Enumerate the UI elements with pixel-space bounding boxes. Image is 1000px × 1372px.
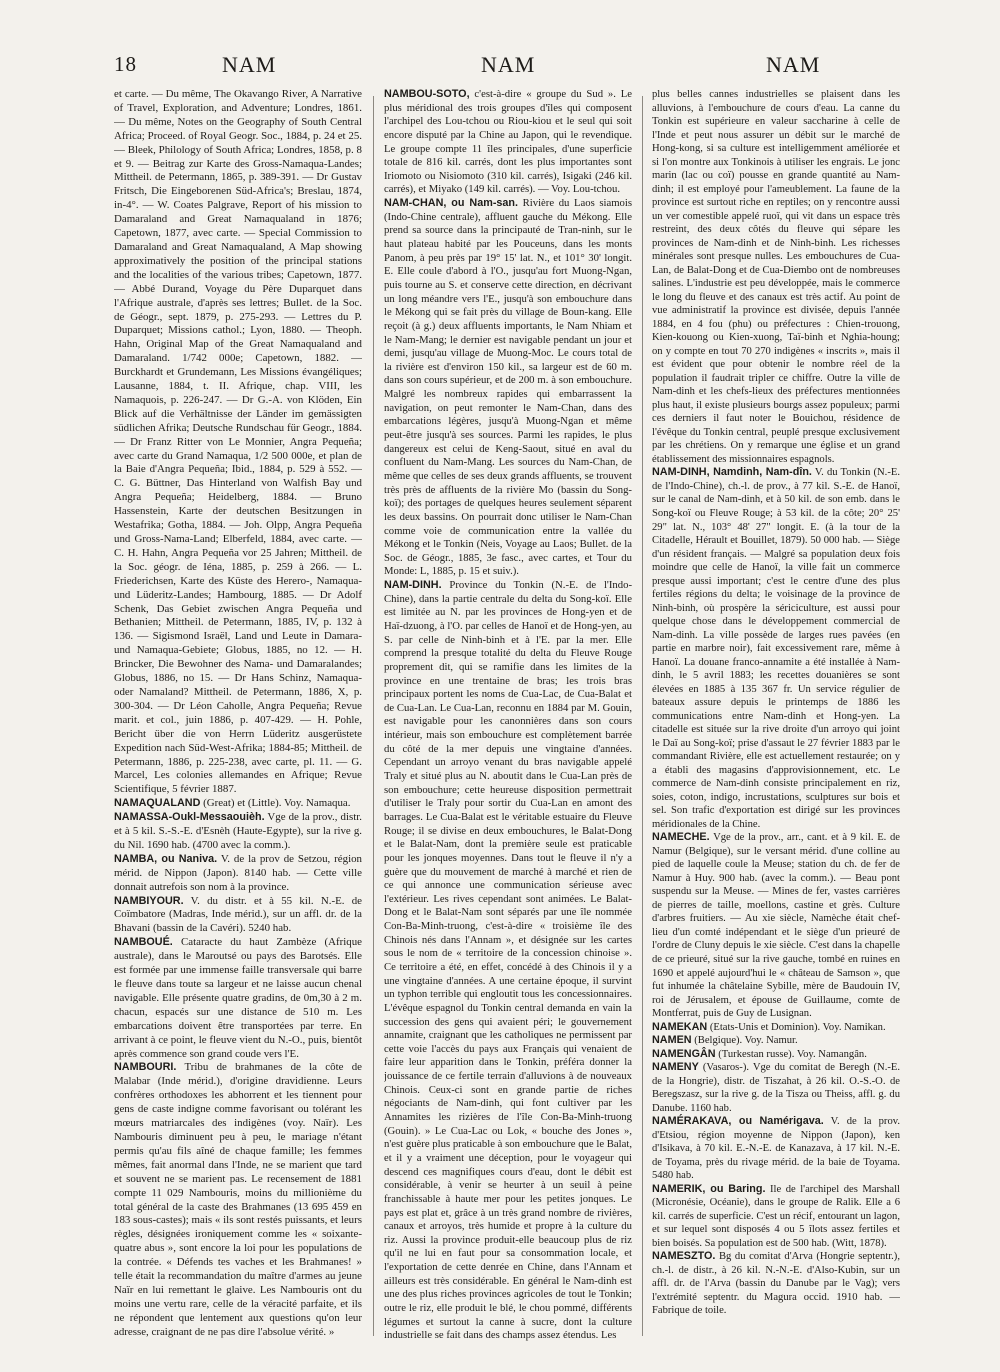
entry-headword: NAMERIK, ou Baring.	[652, 1182, 766, 1195]
dictionary-entry	[114, 895, 362, 937]
dictionary-entry	[652, 831, 900, 1020]
dictionary-entry	[652, 1021, 900, 1035]
page-header	[0, 44, 1000, 84]
running-headword-center: NAM	[481, 52, 536, 77]
entry-text: V. de la prov. d'Etsiou, région moyenne de Nippon (Japon), ken d'Isikava, à 70 kil. E.-N.-E. de Kanazava, à 17 kil. N.-E. de Toyama, près du rivage mérid. de la baie de Toyama. 5480 hab.	[652, 1116, 900, 1182]
entry-headword: NAMENY	[652, 1061, 699, 1074]
entry-headword: NAMBIYOUR.	[114, 894, 184, 907]
dictionary-entry	[652, 1034, 900, 1048]
entry-headword: NAMAQUALAND	[114, 797, 201, 810]
entry-headword: NAMBOU-SOTO,	[384, 88, 470, 100]
entry-text: (Turkestan russe). Voy. Namangân.	[718, 1048, 867, 1060]
entry-headword: NAMBOURI.	[114, 1061, 177, 1074]
entry-text: Province du Tonkin (N.-E. de l'Indo-Chine), dans la partie centrale du delta du Song-koï. Elle est limitée au N. par les provinces de Hong-yen et de Haï-dzuong, à l'O. par celles de Hanoï et de Hong-yen, au S. par celle de Ninh-binh et à l'E. par la mer. Elle comprend la presque totalité du delta du Fleuve Rouge proprement dit, qui se ramifie dans les limites de la province en une trentaine de bras; les trois bras principaux portent les noms de Cua-Lac, de Cua-Balat et de Cua-Lan. Le Cua-Lan, reconnu en 1884 par M. Gouin, est navigable pour les canonnières dans son cours intérieur, mais son embouchure est complètement barrée du côté de la mer depuis une vingtaine d'années. Cependant un arroyo venant du bras navigable appelé Traly et situé plus au N. aboutit dans le Cua-Lan près de son embouchure; cette heureuse disposition permettrait d'utiliser le Traly pour sortir du Cua-Lan en amont des barrages. Le Cua-Balat est le véritable estuaire du Fleuve Rouge; il se divise en deux embouchures, le Balat-Dong et le Balat-Nam, dont la première seule est praticable pour les jonques moyennes. Dans tout le fleuve il n'y a guère que du mouvement de marché à marché et rien de ce qui annonce une communication sérieuse avec l'extérieur. Les rives cependant sont animées. Le Balat-Dong et le Balat-Nam sont séparés par une île nommée Con-Ba-Minh-truong, c'est-à-dire « troisième île des Chinois nés dans l'Annam », et désignée sur les cartes sous le nom de « territoire de la concession chinoise ». Ce territoire a été, en effet, concédé à des Chinois il y a une vingtaine d'années. A une certaine époque, il survint un typhon terrible qui engloutit tous les concessionnaires. L'évêque espagnol du Tonkin central demanda en vain la succession des gens qui avaient péri; le gouvernement annamite, craignant que les catholiques ne permissent par cette voie l'accès du pays aux Français qui venaient de faire leur apparition dans le Tonkin, préféra donner la jouissance de ce fertile terrain d'alluvions à de nouveaux Chinois. Ceux-ci sont en grande partie de riches négociants de Nam-dinh, qui font cultiver par les Annamites les rizières de l'île Con-Ba-Minh-truong (Gouin). » Le Cua-Lac ou Lok, « bouche des Jones », n'est guère plus praticable à son embouchure que le Balat, et il y a vraiment une déception, pour le voyageur qui descend ces magnifiques cours d'eau, dont le débit est considérable, à venir se heurter à un seuil à peine franchissable à haute mer pour les petites jonques. Le pays est plat et, grâce à un très grand nombre de rivières, canaux et arroyos, très humide et propre à la culture du riz. Aussi la province produit-elle beaucoup plus de riz qu'il ne lui en faut pour sa consommation locale, et l'exportation de cette denrée en Chine, dans l'Annam et ailleurs est très considérable. En général le Nam-dinh est une des plus riches provinces agricoles de tout le Tonkin; outre le riz, elle produit le blé, le chou pommé, différents légumes et surtout la canne à sucre, dont la culture industrielle se fait dans des champs assez étendus. Les	[384, 579, 632, 1342]
column-divider	[373, 96, 374, 1336]
entry-text: (Etats-Unis et Dominion). Voy. Namikan.	[709, 1021, 886, 1033]
entry-headword: NAM-DINH, Namdinh, Nam-dîn.	[652, 466, 812, 479]
dictionary-entry	[114, 88, 362, 797]
dictionary-entry	[114, 811, 362, 853]
entry-text: Ile de l'archipel des Marshall (Micronésie, Océanie), dans le groupe de Ralik. Elle a 6 kil. carrés de superficie. C'est un récif, entourant un lagon, et sur lequel sont disposés 4 ou 5 îlots assez fertiles et bien boisés. Sa population est de 500 hab. (Witt, 1878).	[652, 1183, 900, 1249]
dictionary-entry	[384, 197, 632, 579]
entry-headword: NAM-CHAN, ou Nam-san.	[384, 197, 519, 210]
entry-text: V. de la prov de Setzou, région mérid. de Nippon (Japon). 8140 hab. — Cette ville donnait autrefois son nom à la province.	[114, 852, 362, 893]
dictionary-entry	[384, 88, 632, 197]
entry-text: Tribu de brahmanes de la côte de Malabar (Inde mérid.), d'origine dravidienne. Leurs confrères orthodoxes les abhorrent et les tiennent pour gens de caste indigne comme favorisant ou tolérant les mœurs matriarcales des indigènes (voy. Naïr). Les Nambouris diminuent peu à peu, le mariage n'étant permis qu'au fils aîné de chaque famille; les femmes mêmes, fait anormal dans l'Inde, ne se marient que tard et souvent ne se marient pas. Le recensement de 1881 compte 11 029 Nambouris, moins du millionième du total général de la caste des Brahmanes (13 695 459 en 183 sous-castes); mais « ils sont restés puissants, et leurs règles, désignées ironiquement comme les « soixante-quatre abus », sont encore la loi pour les populations de la contrée. « Défends tes vaches et les Brahmanes! » telle était la recommandation du maître d'armes au jeune Naïr en lui remettant le glaive. Les Nambouris ont du moins une vertu rare, celle de la véracité parfaite, et ils ne répondent que lentement aux questions qu'on leur adresse, craignant de ne pas dire l'absolue vérité. »	[114, 1061, 362, 1338]
entry-headword: NAMESZTO.	[652, 1250, 716, 1263]
dictionary-entry	[652, 1061, 900, 1115]
dictionary-entry	[652, 1250, 900, 1318]
dictionary-entry	[114, 1061, 362, 1339]
entry-text: plus belles cannes industrielles se plaisent dans les alluvions, à l'embouchure de cours d'eau. La canne du Tonkin est supérieure en valeur saccharine à celle de l'Inde et peut nous assurer un débit sur le marché de Hong-kong, si sa culture est intelligemment améliorée et si l'on montre aux Tonkinois à utiliser les engrais. Le jonc marin (lac ou coï) pousse en grande quantité au Nam-dinh; il est employé pour l'ameublement. La faune de la province est surtout riche en reptiles; on y rencontre aussi un ver comestible appelé ruoï, qui vit dans un espace très restreint, des deux côtés du fleuve qui sépare les provinces de Nam-dinh et de Ninh-binh. Les richesses minérales sont presque nulles. Les embouchures de Cua-Lan, de Balat-Dong et de Cua-Diembo ont de nombreuses salines. L'industrie est peu développée, mais le commerce le long du fleuve et des canaux est très actif. Au point de vue administratif la province est divisée, depuis l'année 1884, en 4 fou (phu) ou préfectures : Chien-trouong, Kien-kouong ou Kien-xuong, Taï-binh et Nghia-houng; on y compte en tout 70 270 indigènes « inscrits », mais il est évident que pour obtenir le nombre réel de la population il faudrait tripler ce chiffre. Outre la ville de Nam-dinh et les chefs-lieux des préfectures mentionnées plus haut, il existe plusieurs bourgs assez populeux; parmi ces derniers il faut noter le Bouichou, résidence de l'évêque du Tonkin central, peuplé presque exclusivement par les chrétiens. On y remarque une église et un grand établissement des missionnaires espagnols.	[652, 89, 900, 465]
entry-headword: NAMÉRAKAVA, ou Namérigava.	[652, 1115, 824, 1128]
dictionary-entry	[652, 466, 900, 831]
dictionary-entry	[114, 797, 362, 811]
entry-text: V. du distr. et à 55 kil. N.-E. de Coïmbatore (Madras, Inde mérid.), sur un affl. dr. de la Bhavani (bassin de la Cavéri). 5240 hab.	[114, 894, 362, 935]
dictionary-entry	[384, 579, 632, 1343]
entry-text: Vge de la prov., arr., cant. et à 9 kil. E. de Namur (Belgique), sur le versant mérid. d'une colline au pied de laquelle coule la Meuse; station du ch. de fer de Namur à Huy. 900 hab. (avec la comm.). — Beau pont suspendu sur la Meuse. — Mines de fer, vastes carrières de pierres de taille, moellons, castine et grès. Culture d'arbres fruitiers. — Au xie siècle, Namèche était chef-lieu d'un comté indépendant et le siège d'un prieuré de l'ordre de Cluny depuis le xie siècle. C'est dans la chapelle de ce prieuré, situé sur la rive gauche, tombé en ruines en 1690 et appelé aujourd'hui le « château de Samson », que fut inhumée la châtelaine Sybille, mère de Baudouin IV, roi de Jérusalem, et épouse de Guillaume, comte de Montferrat, puis de Guy de Lusignan.	[652, 832, 900, 1020]
entry-text: Rivière du Laos siamois (Indo-Chine centrale), affluent gauche du Mékong. Elle prend sa source dans la principauté de Tran-ninh, sur le haut plateau habité par les Pouceuns, dans les monts Panom, à peu près par 19° 15' lat. N., et 101° 30' longit. E. Elle coule d'abord à l'O., jusqu'au fort Muong-Ngan, puis tourne au S. et conserve cette direction, en décrivant un long méandre vers l'E., jusqu'à son embouchure dans le Mékong qui se fait près du village de Boun-kang. Elle reçoit (à g.) deux affluents importants, le Nam Nhiam et le Nam-Mang; le dernier est navigable pendant un jour et demi, jusqu'au village de Muong-Moc. Le cours total de la rivière est d'environ 150 kil., sa largeur est de 60 m. dans son cours supérieur, et de 200 m. à son embouchure. Malgré les nombreux rapides qui embarrassent la navigation, on peut remonter le Nam-Chan, dans des embarcations légères, jusqu'à Muong-Ngan et même peut-être jusqu'à ses sources. Parmi les rapides, le plus dangereux est celui de Keng-Saout, situé en aval du confluent du Nam-Mang. Les sources du Nam-Chan, de même que celles de ses deux grands affluents, se trouvent très près de affluents de la rivière Mo (bassin du Song-koï); des portages de quelques heures seulement séparent les deux bassins. On pourrait donc utiliser le Nam-Chan comme voie de communication entre la vallée du Mékong et le Tonkin (Neis, Voyage au Laos; Bullet. de la Soc. de Géogr., 1885, 3e fasc., avec cartes, et Tour du Monde: L, 1885, p. 15 et suiv.).	[384, 197, 632, 578]
running-headword-right: NAM	[766, 52, 821, 77]
entry-text: (Great) et (Little). Voy. Namaqua.	[203, 797, 351, 810]
entry-text: c'est-à-dire « groupe du Sud ». Le plus méridional des trois groupes d'îles qui composent l'archipel des Lou-tchou ou Riou-kiou et le seul qui soit encore disputé par la Chine au Japon, qui le revendique. Le groupe compte 11 îles principales, d'une superficie totale de 816 kil. carrés, dont les plus importantes sont Iriomoto ou Nisiomoto (310 kil. carrés), Isigaki (246 kil. carrés), et Miyako (149 kil. carrés). — Voy. Lou-tchou.	[384, 88, 632, 196]
entry-text: V. du Tonkin (N.-E. de l'Indo-Chine), ch.-l. de prov., à 77 kil. S.-E. de Hanoï, sur le canal de Nam-dinh, et à 50 kil. de son emb. dans le Song-koï ou Fleuve Rouge; à 53 kil. de la côte; 20° 25' 29" lat. N., 103° 48' 27" longit. E. (à la tour de la Citadelle, Hérault et Bouillet, 1879). 50 000 hab. — Siège d'un résident français. — Malgré sa population deux fois moindre que celle de Hanoï, la ville fait un commerce presque aussi important; c'est le centre d'une des plus fertiles régions du delta; le voisinage de la province de Ninh-binh, où prospère la sériciculture, est aussi pour quelque chose dans le développement commercial de Nam-dinh. La ville possède de larges rues pavées (en partie en marbre noir), fait excessivement rare, même à Hanoï. La douane franco-annamite a été installée à Nam-dinh, le 5 avril 1883; les recettes douanières se sont élevées en 1885 à 135 367 fr. Un service régulier de bateaux assure depuis le printemps de 1886 les communications entre Nam-dinh et Hong-yen. La citadelle est située sur la rive droite d'un arroyo qui joint le Daï au Song-koï; prise d'assaut le 27 février 1883 par le commandant Rivière, elle est actuellement restaurée; on y a établi des magasins d'approvisionnement, etc. Le commerce de Nam-dinh consiste principalement en riz, soies, coton, indigo, incrustations, sculptures sur bois et sel. Son trafic d'exportation est dirigé sur les provinces méridionales de la Chine.	[652, 467, 900, 830]
entry-text: Cataracte du haut Zambèze (Afrique australe), dans le Maroutsé ou pays des Barotsés. Elle est formée par une immense faille transversale qui barre le fleuve dans toute sa largeur et ne laisse aucun chenal navigable. Elle présente quatre gradins, de 0m,30 à 2 m. chacun, espacés sur une distance de 510 m. Les embarcations doivent être transportées par terre. En arrivant à ce point, le fleuve vient du N.-O., puis, bientôt après commence son grand coude vers l'E.	[114, 936, 362, 1060]
entry-headword: NAMENGÂN	[652, 1047, 716, 1060]
dictionary-entry	[652, 88, 900, 466]
entry-text: Vge de la prov., distr. et à 5 kil. S.-S.-E. d'Esnèh (Haute-Egypte), sur la rive g. du Nil. 1690 hab. (4700 avec la comm.).	[114, 811, 362, 851]
entry-headword: NAMEN	[652, 1034, 692, 1047]
dictionary-entry	[652, 1048, 900, 1062]
entry-headword: NAMASSA-Oukl-Messaouièh.	[114, 811, 265, 824]
entry-text: et carte. — Du même, The Okavango River, A Narrative of Travel, Exploration, and Adventure; Londres, 1861. — Du même, Notes on the Geography of South Central Africa; Proceed. of Royal Geogr. Soc., 1884, p. 24 et 25. — Bleek, Philology of South Africa; Londres, 1858, p. 8 et 9. — Beitrag zur Karte des Gross-Namaqua-Landes; Mittheil. de Petermann, 1865, p. 389-391. — Dr Gustav Fritsch, Die Eingeborenen Süd-Africa's; Breslau, 1874, in-4°. — W. Coates Palgrave, Report of his mission to Damaraland and Great Namaqualand in 1876; Capetown, 1877, avec carte. — Special Commission to Damaraland and Great Namaqualand, A Map showing approximatively the position of the principal stations and the localities of the various tribes; Capetown, 1877. — Abbé Durand, Voyage du Père Duparquet dans l'Afrique australe, d'après ses lettres; Bullet. de la Soc. de Géogr., sept. 1879, p. 275-293. — Lettres du P. Duparquet; Missions cathol.; Lyon, 1880. — Theoph. Hahn, Original Map of the Great Namaqualand and Damaraland. 1/742 000e; Capetown, 1882. — Burckhardt et Grundemann, Les Missions évangéliques; Lausanne, 1884, t. II. Afrique, chap. VIII, les Namaquois, p. 226-247. — Dr G.-A. von Klöden, Ein Blick auf die Verhältnisse der Länder im gemässigten südlichen Afrika; Deutsche Rundschau für Geogr., 1884. — Dr Franz Ritter von Le Monnier, Angra Pequeña; avec carte du Grand Namaqua, 1/2 500 000e, et plan de la Baie d'Angra Pequeña; Ibid., 1884, p. 529 à 552. — C. G. Büttner, Das Hinterland von Walfish Bay und Angra Pequeña; Heidelberg, 1884. — Bruno Hassenstein, Karte der deutschen Besitzungen in Westafrika; Gotha, 1884. — Joh. Olpp, Angra Pequeña und Gross-Nama-Land; Elberfeld, 1884, avec carte. — C. H. Hahn, Angra Pequeña vor 25 Jahren; Mittheil. de la Soc. géogr. de Iéna, 1885, p. 259 à 266. — L. Friederichsen, Karte des Küste des Herero-, Namaqua- und Lüderitz-Landes; Hambourg, 1885. — Dr Adolf Schenk, Das Gebiet zwischen Angra Pequeña und Bethanien; Mittheil. de Petermann, 1885, IV, p. 132 à 136. — Sigismond Israël, Land und Leute in Damara- und Namaqua-Gebiete; Globus, 1885, no 12. — H. Brincker, Die Bewohner des Nama- und Damaralandes; Globus, 1886, no 15. — Dr Hans Schinz, Namaqua- oder Namaland? Mittheil. de Petermann, 1886, X, p. 300-304. — Dr Léon Caholle, Angra Pequeña; Revue marit. et col., juin 1886, p. 407-429. — H. Pohle, Bericht über die von Herrn Lüderitz ausgerüstete Expedition nach Süd-West-Afrika; 1884-85; Mittheil. de Petermann, 1886, p. 225-238, avec carte, pl. 11. — G. Marcel, Les colonies allemandes en Afrique; Revue Scientifique, 5 février 1887.	[114, 88, 362, 796]
column-divider	[642, 96, 643, 1336]
entry-headword: NAMEKAN	[652, 1020, 708, 1033]
text-column-1	[114, 88, 362, 1356]
entry-text: (Belgique). Voy. Namur.	[694, 1035, 798, 1047]
dictionary-entry	[652, 1183, 900, 1251]
entry-headword: NAMECHE.	[652, 831, 710, 844]
dictionary-entry	[114, 853, 362, 895]
entry-headword: NAM-DINH.	[384, 579, 442, 592]
page-number: 18	[114, 52, 137, 76]
dictionary-entry	[114, 936, 362, 1061]
entry-text: (Vasaros-). Vge du comitat de Beregh (N.-E. de la Hongrie), distr. de Tiszahat, à 26 kil. O.-S.-O. de Beregszasz, sur la rive g. de la Tisza ou Theiss, affl. g. du Danube. 1160 hab.	[652, 1062, 900, 1114]
entry-text: Bg du comitat d'Arva (Hongrie septentr.), ch.-l. de distr., à 26 kil. N.-N.-E. d'Also-Kubin, sur un affl. dr. de l'Arva (bassin du Danube par le Vag); vers l'extrémité septentr. du Magura occid. 1910 hab. — Fabrique de toile.	[652, 1251, 900, 1317]
dictionary-entry	[652, 1115, 900, 1183]
running-headword-left: NAM	[222, 52, 277, 77]
text-column-2	[384, 88, 632, 1356]
entry-headword: NAMBOUÉ.	[114, 936, 173, 949]
entry-headword: NAMBA, ou Naniva.	[114, 852, 218, 865]
text-column-3	[652, 88, 900, 1356]
